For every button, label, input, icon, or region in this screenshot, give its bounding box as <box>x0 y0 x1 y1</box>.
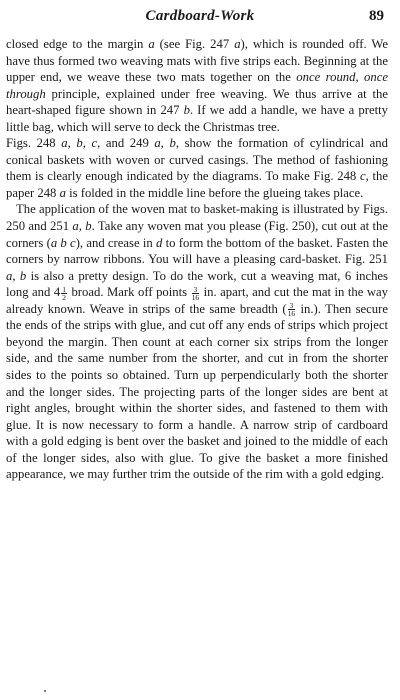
text-run-italic: a, b <box>72 219 92 234</box>
text-run-italic: c <box>359 169 366 184</box>
text-run: is also a pretty design. To do the work, cut a weaving mat, 6 inches long and 4 <box>6 268 388 300</box>
text-run: principle, explained under free weaving. We thus arrive at the heart-shaped figure shown in 247 <box>6 86 388 118</box>
fraction-denominator: 16 <box>287 309 296 319</box>
text-run: The application of the woven mat to basket-making is illustrated by Figs. 250 and 251 <box>6 202 388 234</box>
body-text <box>6 36 388 483</box>
text-run: in.). Then secure the ends of the strips with glue, and cut off any ends of strips which project beyond the margin. Then count at each corner six strips from the longer side, and the same number from the shorter, and cut in from the shorter sides to the points so obtained. Turn up perpendicularly both the shorter and the longer sides. The projecting parts of the longer sides are bent at right angles, brought within the shorter sides, and fastened to them with glue. It is now necessary to form a handle. A narrow strip of cardboard with a gold edging is bent over the basket and joined to the middle of each of the longer sides, also with glue. To give the basket a more finished appearance, we may further trim the outside of the rim with a gold edging. <box>6 301 388 482</box>
text-run-italic: a b c <box>50 235 76 250</box>
text-run: , show the formation of cylindrical and conical baskets with woven or curved casings. The method of fashioning them is clearly enough indicated by the diagrams. To make Fig. 248 <box>6 136 388 184</box>
text-run-italic: d <box>156 235 163 250</box>
text-run: to form the bottom of the basket. Fasten the corners by narrow ribbons. You will have a pleasing card-basket. Fig. 251 <box>6 235 388 267</box>
text-run: in. apart, and cut the mat in the way already known. Weave in strips of the same breadth ( <box>6 285 388 316</box>
fraction-numerator: 3 <box>289 301 294 311</box>
fraction-numerator: 1 <box>62 284 66 294</box>
text-run-italic: once round, once through <box>6 70 388 101</box>
fraction-three-sixteenths <box>288 302 296 317</box>
text-run: closed edge to the margin <box>6 37 149 51</box>
text-run-italic: a <box>148 37 155 51</box>
fraction-denominator: 16 <box>191 292 200 302</box>
text-run: Figs. 248 <box>6 136 62 151</box>
text-run-italic: a <box>59 185 66 200</box>
fraction-one-half <box>61 286 67 301</box>
fraction-numerator: 3 <box>193 284 198 294</box>
paragraph-2 <box>6 135 388 201</box>
text-run: is folded in the middle line before the glueing takes place. <box>65 185 364 200</box>
text-run-italic: a, b <box>154 136 176 151</box>
text-run-italic: a, b <box>6 268 27 283</box>
text-run: ), which is rounded off. We have thus formed two weaving mats with five strips each. Beginning at the upper end, we weave these two mats together on the <box>6 37 388 85</box>
text-run-italic: b <box>183 103 190 118</box>
text-run: broad. Mark off points <box>67 285 191 300</box>
fraction-three-sixteenths <box>192 286 200 301</box>
text-run: (see Fig. 247 <box>154 37 235 51</box>
text-run: . If we add a handle, we have a pretty little bag, which will serve to deck the Christmas tree. <box>6 103 388 134</box>
text-run: , and 249 <box>97 136 155 151</box>
paragraph-3 <box>6 201 388 482</box>
text-run: , the paper 248 <box>6 169 388 200</box>
page-number: 89 <box>369 8 384 24</box>
fraction-denominator: 2 <box>62 292 66 302</box>
running-head <box>0 6 400 30</box>
text-run: ), and crease in <box>75 235 157 250</box>
text-run-italic: a <box>234 37 241 51</box>
paragraph-1 <box>6 36 388 135</box>
text-run: . Take any woven mat you please (Fig. 250), cut out at the corners ( <box>6 219 389 250</box>
running-title: Cardboard-Work <box>145 8 255 24</box>
print-speck <box>44 690 46 692</box>
text-run-italic: a, b, c <box>61 136 98 151</box>
